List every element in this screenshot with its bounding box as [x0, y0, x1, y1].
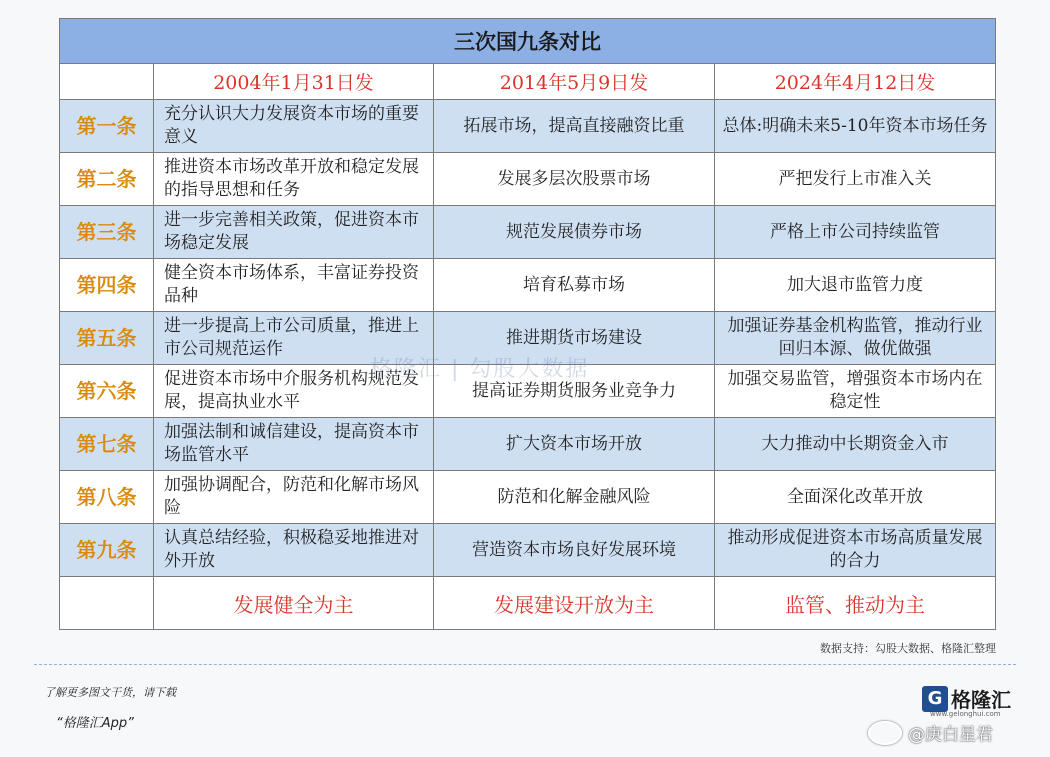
comparison-table	[59, 18, 996, 630]
cell-2004: 健全资本市场体系，丰富证券投资品种	[154, 259, 434, 312]
weibo-handle: @庚白星君	[908, 725, 993, 745]
article-label: 第六条	[60, 365, 154, 418]
cell-2024: 加大退市监管力度	[715, 259, 996, 312]
cell-2014: 防范和化解金融风险	[434, 471, 715, 524]
article-label: 第二条	[60, 153, 154, 206]
table-row	[60, 471, 996, 524]
cell-2014: 提高证券期货服务业竞争力	[434, 365, 715, 418]
cell-2004: 推进资本市场改革开放和稳定发展的指导思想和任务	[154, 153, 434, 206]
table-title: 三次国九条对比	[60, 19, 996, 64]
app-promo	[44, 684, 176, 731]
logo-url: www.gelonghui.com	[930, 710, 1001, 718]
cell-2004: 认真总结经验，积极稳妥地推进对外开放	[154, 524, 434, 577]
article-label: 第七条	[60, 418, 154, 471]
article-label: 第四条	[60, 259, 154, 312]
cell-2004: 加强协调配合，防范和化解市场风险	[154, 471, 434, 524]
cell-2004: 加强法制和诚信建设，提高资本市场监管水平	[154, 418, 434, 471]
header-2004: 2004年1月31日发	[154, 64, 434, 100]
article-label: 第八条	[60, 471, 154, 524]
cell-2014: 培育私募市场	[434, 259, 715, 312]
cell-2024: 全面深化改革开放	[715, 471, 996, 524]
header-empty-cell	[60, 64, 154, 100]
cell-2024: 推动形成促进资本市场高质量发展的合力	[715, 524, 996, 577]
data-source-note: 数据支持：勾股大数据、格隆汇整理	[820, 642, 996, 655]
cell-2024: 大力推动中长期资金入市	[715, 418, 996, 471]
cell-2024: 加强交易监管，增强资本市场内在稳定性	[715, 365, 996, 418]
logo-text: 格隆汇	[951, 688, 1011, 712]
cell-2014: 发展多层次股票市场	[434, 153, 715, 206]
summary-2024: 监管、推动为主	[715, 577, 996, 630]
divider	[34, 664, 1016, 665]
table-row	[60, 524, 996, 577]
article-label: 第九条	[60, 524, 154, 577]
cell-2014: 扩大资本市场开放	[434, 418, 715, 471]
promo-line-2: “格隆汇App”	[56, 716, 134, 731]
cell-2024: 加强证券基金机构监管，推动行业回归本源、做优做强	[715, 312, 996, 365]
cell-2014: 规范发展债券市场	[434, 206, 715, 259]
table-row	[60, 100, 996, 153]
table-row	[60, 259, 996, 312]
header-2024: 2024年4月12日发	[715, 64, 996, 100]
cell-2024: 严把发行上市准入关	[715, 153, 996, 206]
cell-2004: 进一步提高上市公司质量，推进上市公司规范运作	[154, 312, 434, 365]
table-row	[60, 418, 996, 471]
cell-2014: 推进期货市场建设	[434, 312, 715, 365]
weibo-watermark	[868, 720, 993, 745]
promo-line-1: 了解更多图文干货，请下载	[44, 686, 176, 699]
watermark: 格隆汇 | 勾股大数据	[370, 357, 590, 382]
table-row	[60, 206, 996, 259]
gelonghui-logo	[922, 684, 1011, 718]
summary-row	[60, 577, 996, 630]
date-header-row	[60, 64, 996, 100]
weibo-icon	[868, 721, 902, 745]
article-label: 第一条	[60, 100, 154, 153]
cell-2014: 拓展市场，提高直接融资比重	[434, 100, 715, 153]
cell-2004: 充分认识大力发展资本市场的重要意义	[154, 100, 434, 153]
cell-2004: 进一步完善相关政策，促进资本市场稳定发展	[154, 206, 434, 259]
comparison-table-wrap	[59, 18, 995, 630]
summary-2004: 发展健全为主	[154, 577, 434, 630]
cell-2014: 营造资本市场良好发展环境	[434, 524, 715, 577]
article-label: 第五条	[60, 312, 154, 365]
article-label: 第三条	[60, 206, 154, 259]
summary-2014: 发展建设开放为主	[434, 577, 715, 630]
logo-g-icon: G	[922, 686, 948, 712]
summary-empty-cell	[60, 577, 154, 630]
cell-2004: 促进资本市场中介服务机构规范发展，提高执业水平	[154, 365, 434, 418]
cell-2024: 总体:明确未来5-10年资本市场任务	[715, 100, 996, 153]
table-row	[60, 153, 996, 206]
cell-2024: 严格上市公司持续监管	[715, 206, 996, 259]
header-2014: 2014年5月9日发	[434, 64, 715, 100]
